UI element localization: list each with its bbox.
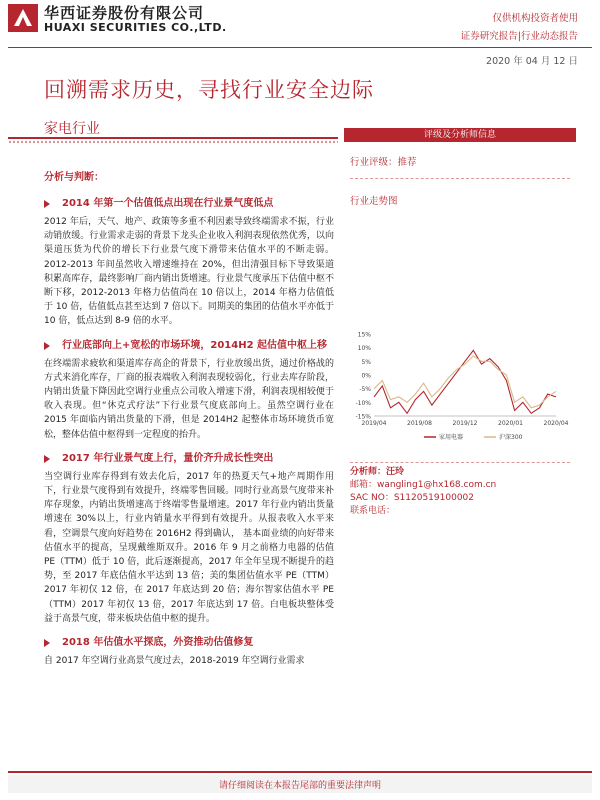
sidebar-header: 评级及分析师信息: [344, 128, 576, 142]
chart-title: 行业走势图: [350, 196, 398, 207]
bullet-arrow-icon: [44, 455, 50, 463]
section-heading: 行业底部向上+宽松的市场环境，2014H2 起估值中枢上移: [44, 337, 334, 355]
y-tick-label: -15%: [355, 413, 371, 421]
audience-tag: 仅供机构投资者使用: [492, 13, 578, 24]
sidebar-divider: [350, 178, 570, 179]
header-divider: [8, 47, 592, 48]
legal-notice: 请仔细阅读在本报告尾部的重要法律声明: [218, 781, 381, 791]
analysis-title: 分析与判断：: [44, 172, 104, 183]
sidebar-divider: [350, 462, 570, 463]
title-divider: [8, 137, 338, 139]
x-tick-label: 2020/04: [543, 420, 569, 427]
section-body: 在终端需求疲软和渠道库存高企的背景下，行业放缓出货，通过价格战的方式来消化库存，厂商的报表端收入利润表现较弱化，行业去库存阶段，内销出货量下降因此空调行业重点公司收入增速下滑，利润表现相较便于收入表现。但“休克式疗法”下行业景气度底部向上。虽然空调行业在 2015 年面临内销出货量的下滑，但是 2014H2 起整体市场环境货币宽松，整体估值中枢得到一定程度的抬升。: [44, 358, 334, 440]
legend-label: 家用电器: [439, 434, 464, 441]
section-body: 2012 年后，天气、地产、政策等多重不利因素导致终端需求不振，行业动销放缓。行业需求走弱的背景下龙头企业收入利润表现依然优秀，以向渠道压货为代价的增长下行业景气度下滑带来估值水平的不断走弱。2012-2013 年间虽然收入增速维持在 20%，但出清强目标下导致渠道积累高库存，最终影响厂商内销出货增速。行业景气度承压下估值中枢不断下移，2012-2013 年格力估值尚在 10 倍以上，2014 年格力估值低于 10 倍，估值低点甚至达到 7 倍以下。同期美的集团的估值水平亦低于 10 倍，低点达到 8-9 倍的水平。: [44, 217, 334, 327]
y-tick-label: -5%: [359, 386, 371, 394]
section-heading: 2017 年行业景气度上行，量价齐升成长性突出: [44, 450, 334, 468]
industry-rating: 行业评级：推荐: [350, 157, 417, 168]
trend-chart: [344, 328, 576, 443]
y-tick-label: 5%: [361, 358, 371, 366]
bullet-arrow-icon: [44, 200, 50, 208]
analyst-phone: 联系电话：: [350, 506, 396, 516]
report-date: 2020 年 04 月 12 日: [486, 56, 578, 67]
analyst-name: 分析师：汪玲: [350, 467, 405, 477]
bullet-arrow-icon: [44, 342, 50, 350]
y-tick-label: 15%: [357, 331, 371, 339]
company-name-cn: 华西证券股份有限公司: [44, 4, 205, 22]
huaxi-logo-icon: [8, 4, 38, 32]
title-divider-dots: [8, 141, 338, 143]
section-body: 当空调行业库存得到有效去化后，2017 年的热夏天气+地产周期作用下，行业景气度得到有效提升，终端零售回暖。同时行业高景气度带来补库存现象，内销出货增速高于终端零售量增速。2017 年行业内销出货量增速在 30%以上，行业内销量水平得到有效提升。从报表收入水平来看，空调景气度向好趋势在 2016H2 得到确认， 基本面业绩的向好带来估值水平的提高，呈现戴维斯双升。2016 年 9 月之前格力电器的估值 PE（TTM）低于 10 倍，此后逐渐提高，2017 年全年呈现不断提升的趋势，至 2017 年底估值水平达到 13 倍；美的集团估值水平 PE（TTM）2017 年初仅 12 倍，在 2017 年底达到 20 倍；海尔智家估值水平 PE（TTM）2017 年初仅 13 倍，2017 年底达到 17 倍。白电板块整体受益于高景气度，带来板块估值中枢的提升。: [44, 471, 334, 624]
x-tick-label: 2019/08: [407, 420, 432, 427]
section-heading: 2014 年第一个估值低点出现在行业景气度低点: [44, 195, 334, 213]
bullet-arrow-icon: [44, 639, 50, 647]
industry-label: 家电行业: [44, 121, 100, 137]
report-type-tag: 证券研究报告|行业动态报告: [460, 31, 578, 42]
footer-divider: [8, 771, 592, 773]
legend-label: 沪深300: [499, 434, 523, 441]
series-line-csi300: [374, 356, 556, 408]
analyst-email: 邮箱：wangling1@hx168.com.cn: [350, 480, 497, 490]
company-name-en: HUAXI SECURITIES CO.,LTD.: [44, 21, 227, 34]
analyst-sac: SAC NO：S1120519100002: [350, 493, 474, 503]
y-tick-label: -10%: [355, 399, 371, 407]
y-tick-label: 10%: [357, 345, 371, 353]
sidebar: [344, 128, 576, 516]
section-body: 自 2017 年空调行业高景气度过去，2018-2019 年空调行业需求: [44, 656, 305, 667]
section-heading: 2018 年估值水平探底，外资推动估值修复: [44, 634, 334, 652]
analyst-info: [350, 466, 570, 518]
main-content: [44, 168, 334, 676]
x-tick-label: 2019/04: [361, 420, 387, 427]
x-tick-label: 2020/01: [498, 420, 523, 427]
y-tick-label: 0%: [361, 372, 371, 380]
report-title: 回溯需求历史，寻找行业安全边际: [44, 78, 374, 102]
x-tick-label: 2019/12: [452, 420, 478, 427]
